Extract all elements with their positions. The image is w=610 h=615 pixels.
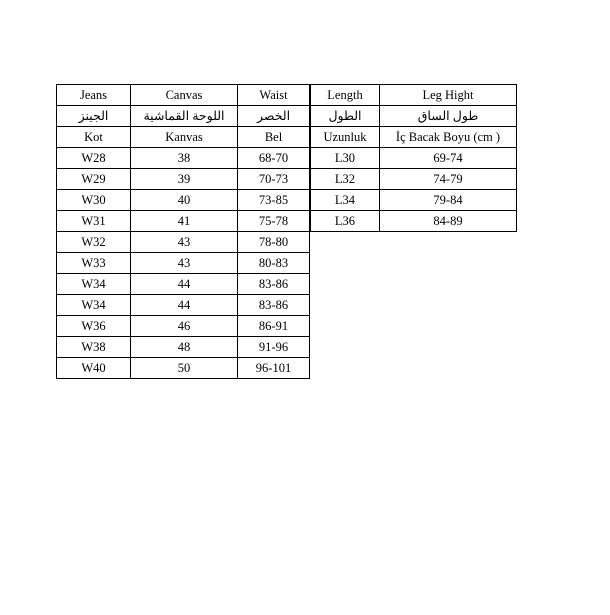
header-jeans-ar: الجينز	[57, 106, 131, 127]
header-canvas-ar: اللوحة القماشية	[131, 106, 238, 127]
table-spacer-row	[311, 312, 517, 332]
table-row	[57, 148, 310, 169]
header-leg-hight-tr: İç Bacak Boyu (cm )	[380, 127, 517, 148]
cell-waist: 83-86	[238, 274, 310, 295]
cell-waist: 73-85	[238, 190, 310, 211]
jeans-waist-table-body	[57, 85, 310, 379]
cell-leg-hight: 84-89	[380, 211, 517, 232]
spacer-cell	[311, 252, 380, 272]
spacer-cell	[311, 272, 380, 292]
table-header-row-ar	[57, 106, 310, 127]
table-spacer-row	[311, 232, 517, 253]
cell-waist: 83-86	[238, 295, 310, 316]
cell-canvas: 43	[131, 232, 238, 253]
spacer-cell	[380, 332, 517, 352]
cell-jeans: W40	[57, 358, 131, 379]
cell-waist: 80-83	[238, 253, 310, 274]
cell-length: L30	[311, 148, 380, 169]
spacer-cell	[380, 312, 517, 332]
cell-canvas: 44	[131, 295, 238, 316]
cell-jeans: W31	[57, 211, 131, 232]
cell-canvas: 50	[131, 358, 238, 379]
header-length-ar: الطول	[311, 106, 380, 127]
cell-canvas: 46	[131, 316, 238, 337]
spacer-cell	[311, 332, 380, 352]
cell-jeans: W28	[57, 148, 131, 169]
spacer-cell	[380, 272, 517, 292]
spacer-cell	[380, 252, 517, 272]
cell-waist: 68-70	[238, 148, 310, 169]
table-row	[311, 148, 517, 169]
table-spacer-row	[311, 272, 517, 292]
spacer-cell	[311, 312, 380, 332]
cell-canvas: 38	[131, 148, 238, 169]
size-chart-container	[56, 84, 517, 379]
table-spacer-row	[311, 352, 517, 372]
header-length-en: Length	[311, 85, 380, 106]
header-canvas-en: Canvas	[131, 85, 238, 106]
header-leg-hight-en: Leg Hight	[380, 85, 517, 106]
cell-leg-hight: 74-79	[380, 169, 517, 190]
cell-jeans: W34	[57, 295, 131, 316]
cell-canvas: 44	[131, 274, 238, 295]
table-header-row-en	[57, 85, 310, 106]
spacer-cell	[311, 232, 380, 253]
header-waist-tr: Bel	[238, 127, 310, 148]
cell-length: L34	[311, 190, 380, 211]
cell-canvas: 39	[131, 169, 238, 190]
table-row	[57, 253, 310, 274]
header-waist-en: Waist	[238, 85, 310, 106]
jeans-waist-table	[56, 84, 310, 379]
table-row	[57, 190, 310, 211]
cell-waist: 70-73	[238, 169, 310, 190]
table-row	[57, 274, 310, 295]
cell-jeans: W32	[57, 232, 131, 253]
cell-jeans: W30	[57, 190, 131, 211]
spacer-cell	[311, 352, 380, 372]
table-spacer-row	[311, 252, 517, 272]
spacer-cell	[380, 352, 517, 372]
table-header-row-en	[311, 85, 517, 106]
cell-jeans: W38	[57, 337, 131, 358]
cell-leg-hight: 79-84	[380, 190, 517, 211]
table-row	[57, 211, 310, 232]
cell-jeans: W36	[57, 316, 131, 337]
cell-canvas: 41	[131, 211, 238, 232]
header-jeans-tr: Kot	[57, 127, 131, 148]
table-row	[57, 316, 310, 337]
table-row	[311, 169, 517, 190]
cell-waist: 78-80	[238, 232, 310, 253]
table-row	[57, 358, 310, 379]
cell-canvas: 43	[131, 253, 238, 274]
header-length-tr: Uzunluk	[311, 127, 380, 148]
table-spacer-row	[311, 332, 517, 352]
table-row	[311, 190, 517, 211]
table-header-row-tr	[57, 127, 310, 148]
cell-length: L36	[311, 211, 380, 232]
header-leg-hight-ar: طول الساق	[380, 106, 517, 127]
cell-jeans: W33	[57, 253, 131, 274]
table-row	[311, 211, 517, 232]
table-spacer-row	[311, 292, 517, 312]
table-row	[57, 169, 310, 190]
cell-jeans: W29	[57, 169, 131, 190]
length-leg-table-body	[311, 85, 517, 373]
header-waist-ar: الخصر	[238, 106, 310, 127]
spacer-cell	[380, 292, 517, 312]
cell-waist: 75-78	[238, 211, 310, 232]
table-row	[57, 295, 310, 316]
header-canvas-tr: Kanvas	[131, 127, 238, 148]
spacer-cell	[311, 292, 380, 312]
cell-length: L32	[311, 169, 380, 190]
length-leg-table	[310, 84, 517, 372]
cell-waist: 86-91	[238, 316, 310, 337]
cell-jeans: W34	[57, 274, 131, 295]
table-row	[57, 337, 310, 358]
cell-canvas: 40	[131, 190, 238, 211]
spacer-cell	[380, 232, 517, 253]
cell-waist: 96-101	[238, 358, 310, 379]
cell-waist: 91-96	[238, 337, 310, 358]
table-row	[57, 232, 310, 253]
table-header-row-ar	[311, 106, 517, 127]
header-jeans-en: Jeans	[57, 85, 131, 106]
table-header-row-tr	[311, 127, 517, 148]
cell-leg-hight: 69-74	[380, 148, 517, 169]
cell-canvas: 48	[131, 337, 238, 358]
